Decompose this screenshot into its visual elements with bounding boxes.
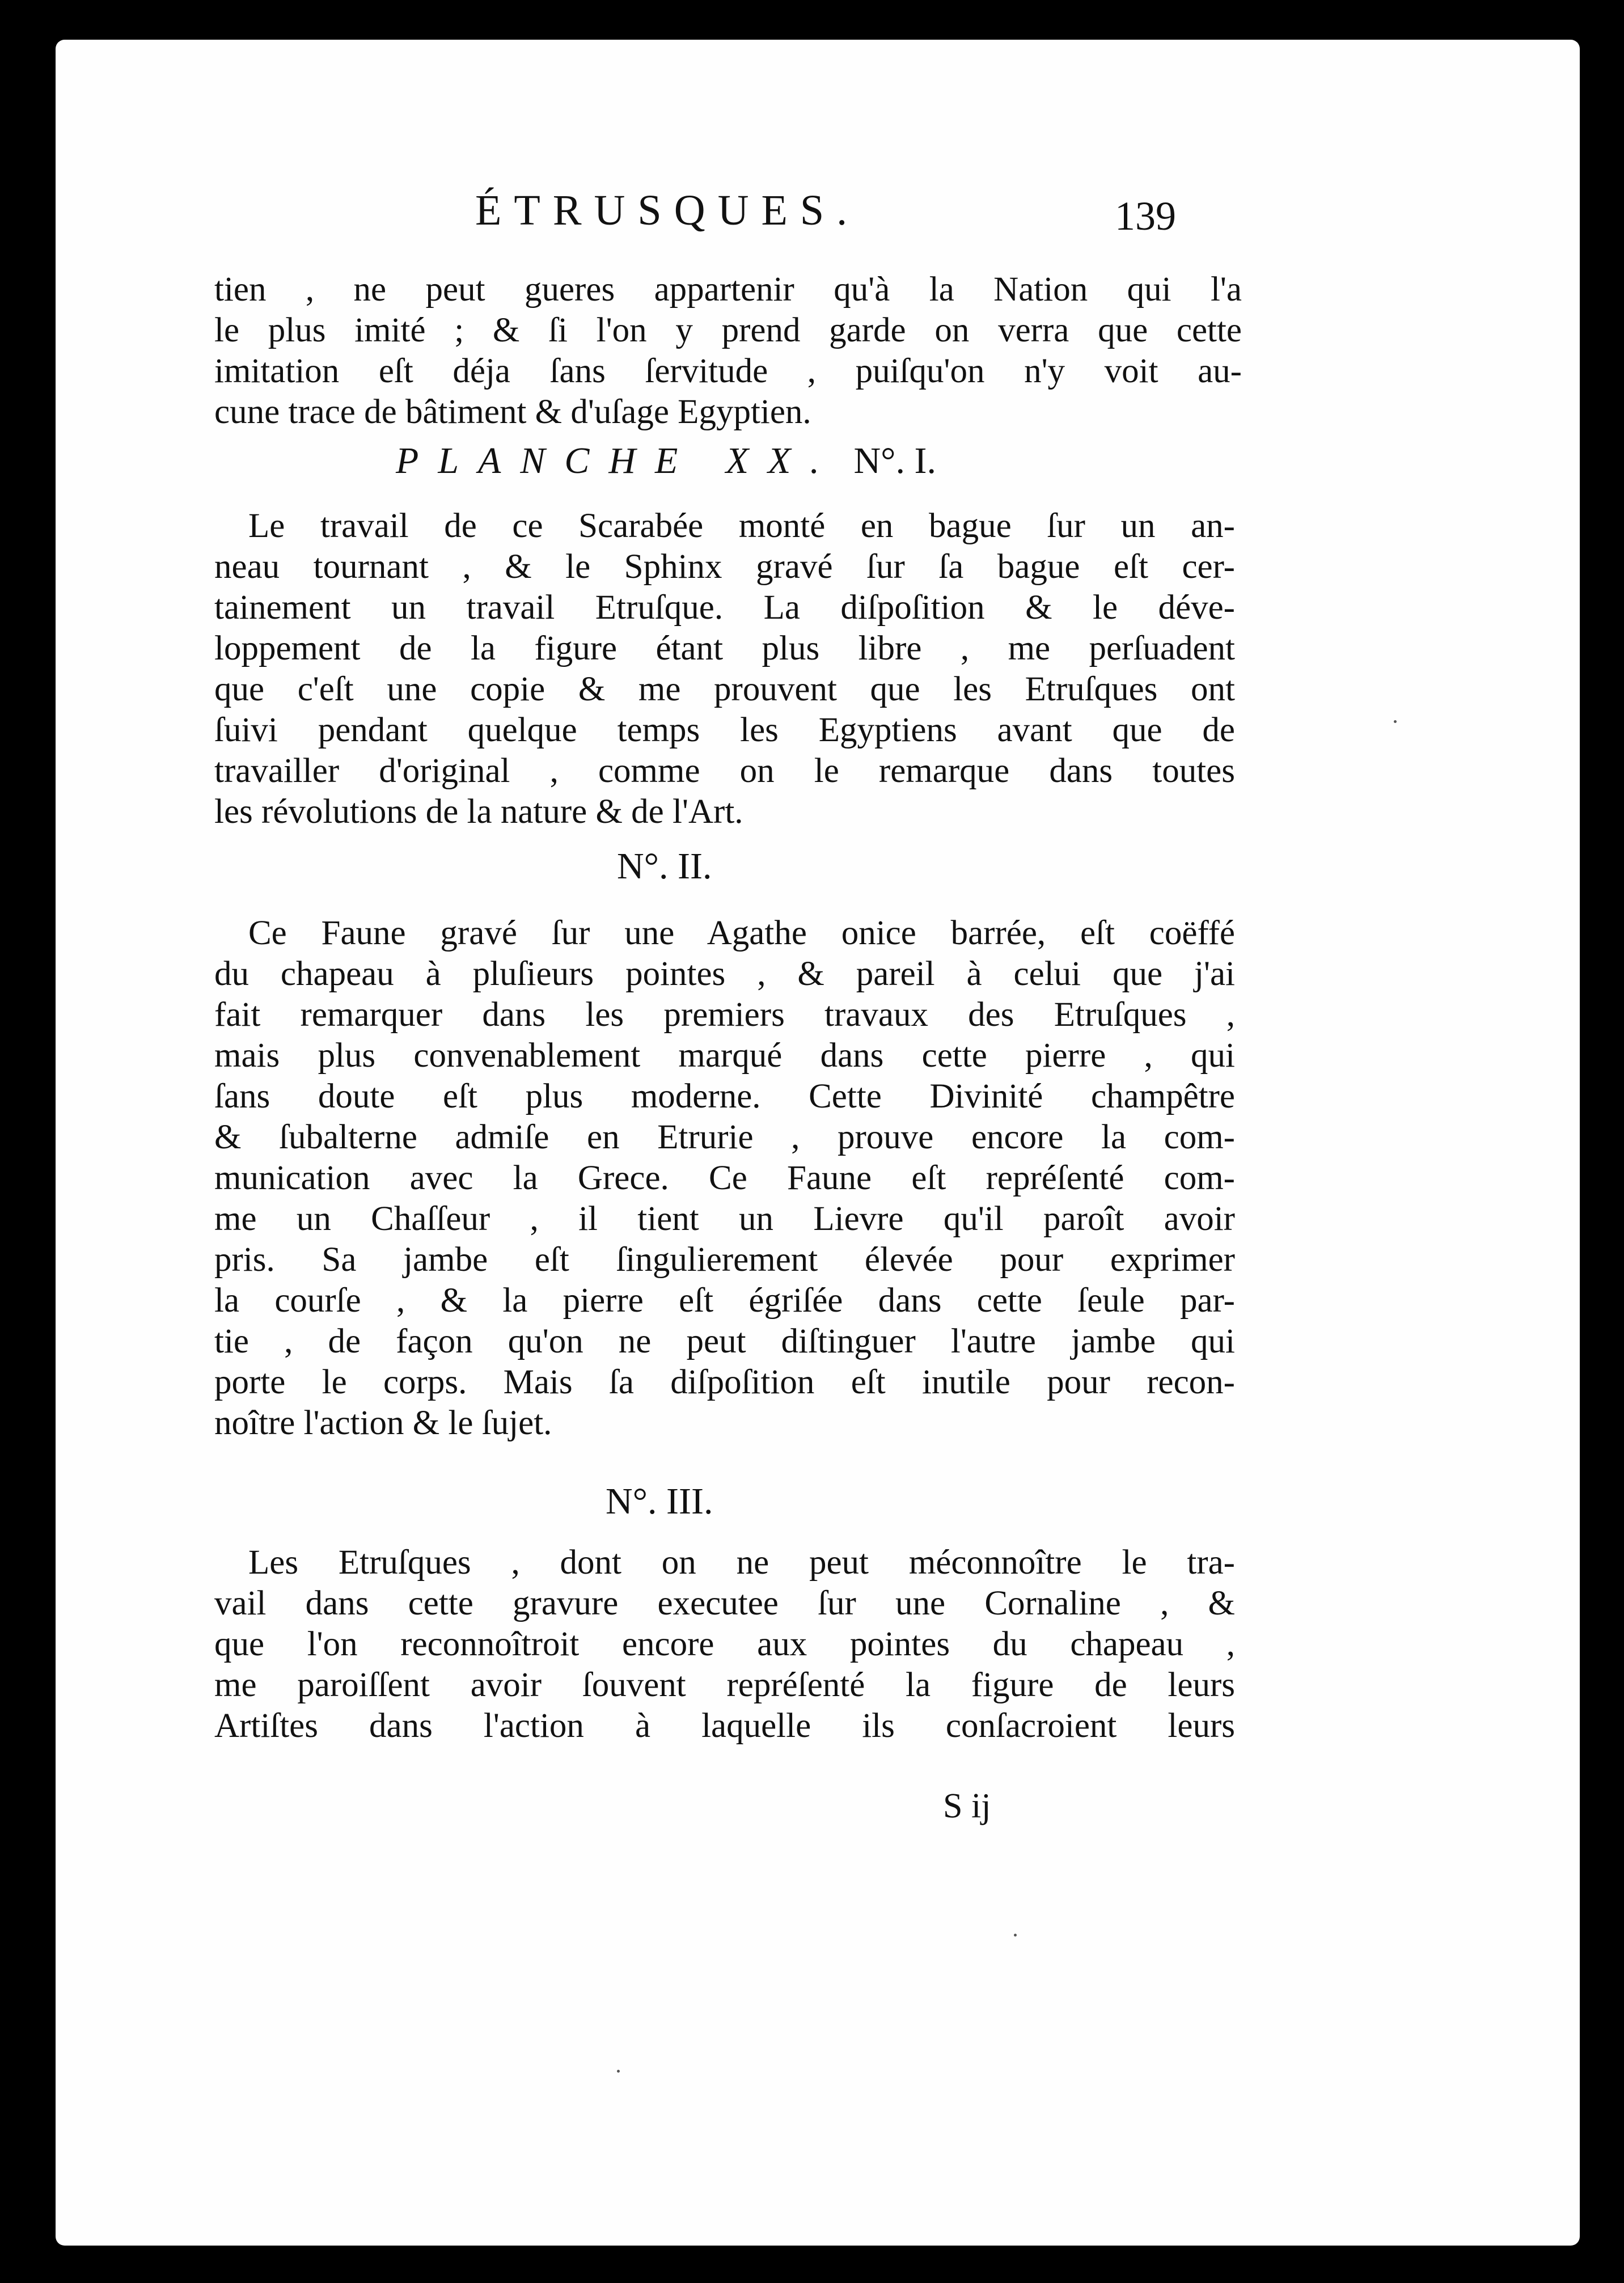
text-line: loppement de la figure étant plus libre , me perſuadent	[214, 629, 1235, 667]
text-line: du chapeau à pluſieurs pointes , & pareil à celui que j'ai	[214, 955, 1235, 993]
section-2	[214, 913, 1235, 1444]
text-line: que c'eſt une copie & me prouvent que les Etruſques ont	[214, 670, 1235, 708]
running-head: ÉTRUSQUES.	[475, 187, 860, 234]
text-line: pris. Sa jambe eſt ſingulierement élevée pour exprimer	[214, 1241, 1235, 1279]
page-number: 139	[1115, 193, 1176, 239]
text-line: tie , de façon qu'on ne peut diſtinguer l'autre jambe qui	[214, 1322, 1235, 1360]
text-line: noître l'action & le ſujet.	[214, 1404, 552, 1442]
text-line: Le travail de ce Scarabée monté en bague ſur un an-	[248, 507, 1235, 545]
print-speck	[1394, 720, 1397, 723]
text-line: me paroiſſent avoir ſouvent repréſenté la figure de leurs	[214, 1666, 1235, 1704]
text-line: imitation eſt déja ſans ſervitude , puiſqu'on n'y voit au-	[214, 352, 1242, 390]
text-line: Artiſtes dans l'action à laquelle ils conſacroient leurs	[214, 1707, 1235, 1745]
text-line: travailler d'original , comme on le remarque dans toutes	[214, 752, 1235, 790]
text-line: Ce Faune gravé ſur une Agathe onice barrée, eſt coëffé	[248, 914, 1235, 952]
book-page	[56, 40, 1580, 2246]
paragraph	[214, 506, 1235, 832]
text-line: le plus imité ; & ſi l'on y prend garde on verra que cette	[214, 311, 1242, 349]
text-line: cune trace de bâtiment & d'uſage Egyptien.	[214, 393, 811, 431]
section-heading-3: N°. III.	[606, 1481, 713, 1522]
text-line: Les Etruſques , dont on ne peut méconnoître le tra-	[248, 1544, 1235, 1582]
paragraph	[214, 269, 1242, 433]
text-line: & ſubalterne admiſe en Etrurie , prouve encore la com-	[214, 1118, 1235, 1156]
text-line: ſans doute eſt plus moderne. Cette Divinité champêtre	[214, 1077, 1235, 1115]
text-line: que l'on reconnoîtroit encore aux pointes du chapeau ,	[214, 1625, 1235, 1663]
section-heading-2: N°. II.	[617, 845, 712, 887]
paragraph	[214, 1542, 1235, 1747]
section-3	[214, 1542, 1235, 1747]
print-speck	[1014, 1934, 1017, 1937]
section-1	[214, 506, 1235, 832]
text-line: munication avec la Grece. Ce Faune eſt repréſenté com-	[214, 1159, 1235, 1197]
plate-heading	[396, 439, 936, 483]
plate-title: PLANCHE XX.	[396, 440, 839, 481]
intro-paragraph	[214, 269, 1242, 433]
text-line: neau tournant , & le Sphinx gravé ſur ſa bague eſt cer-	[214, 548, 1235, 586]
signature-mark: S ij	[943, 1787, 991, 1825]
print-speck	[617, 2070, 620, 2073]
paragraph	[214, 913, 1235, 1444]
text-line: me un Chaſſeur , il tient un Lievre qu'il paroît avoir	[214, 1200, 1235, 1238]
text-line: mais plus convenablement marqué dans cette pierre , qui	[214, 1037, 1235, 1075]
plate-number: N°. I.	[853, 440, 937, 481]
text-line: fait remarquer dans les premiers travaux des Etruſques ,	[214, 996, 1235, 1034]
text-line: tainement un travail Etruſque. La diſpoſition & le déve-	[214, 589, 1235, 627]
text-line: tien , ne peut gueres appartenir qu'à la Nation qui l'a	[214, 270, 1242, 308]
text-line: vail dans cette gravure executee ſur une Cornaline , &	[214, 1584, 1235, 1622]
text-line: porte le corps. Mais ſa diſpoſition eſt inutile pour recon-	[214, 1363, 1235, 1401]
text-line: la courſe , & la pierre eſt égriſée dans cette ſeule par-	[214, 1282, 1235, 1320]
text-line: ſuivi pendant quelque temps les Egyptiens avant que de	[214, 711, 1235, 749]
text-line: les révolutions de la nature & de l'Art.	[214, 793, 743, 831]
